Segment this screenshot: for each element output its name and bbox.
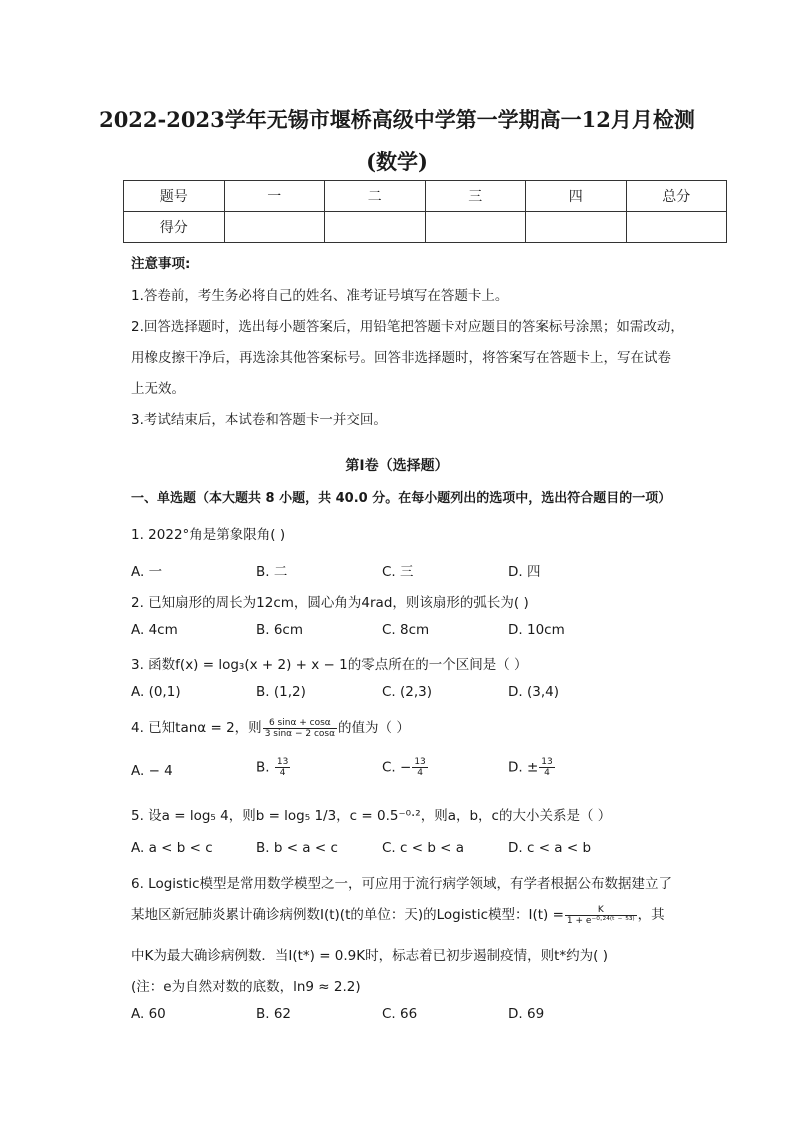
frac-num: 13	[276, 757, 289, 767]
q3-option-d[interactable]: D. (3,4)	[508, 684, 559, 700]
q2-option-d[interactable]: D. 10cm	[508, 622, 565, 638]
q6-line2-post: ，其	[637, 907, 665, 923]
q2-option-b[interactable]: B. 6cm	[256, 622, 304, 638]
q4-frac-den: 3 sinα − 2 cosα	[264, 728, 336, 739]
score-cell[interactable]	[626, 212, 727, 243]
q4-option-c-fraction	[412, 757, 427, 778]
q4-option-a[interactable]: A. − 4	[131, 763, 173, 779]
q1-option-d[interactable]: D. 四	[508, 564, 541, 580]
q4-option-c-label: C. −	[382, 759, 412, 776]
question-6-line3: 中K为最大确诊病例数．当I(t*) = 0.9K时，标志着已初步遏制疫情，则t*约为( )	[131, 948, 608, 964]
question-6-line2	[131, 903, 665, 926]
q6-option-b[interactable]: B. 62	[256, 1006, 292, 1022]
q4-option-d[interactable]	[508, 757, 556, 778]
question-5: 5. 设a = log₅ 4，则b = log₅ 1/3，c = 0.5⁻⁰·²，则a，b，c的大小关系是（ ）	[131, 808, 612, 824]
score-table	[123, 180, 727, 243]
header-cell: 二	[325, 181, 426, 212]
frac-num: 13	[541, 757, 553, 767]
frac-den: 4	[279, 768, 286, 778]
score-table-header-row	[124, 181, 727, 212]
q5-option-a[interactable]: A. a < b < c	[131, 840, 213, 856]
q4-prefix: 4. 已知tanα = 2，则	[131, 720, 262, 736]
score-cell[interactable]	[224, 212, 325, 243]
q2-option-c[interactable]: C. 8cm	[382, 622, 430, 638]
q4-frac-num: 6 sinα + cosα	[263, 718, 337, 729]
q5-option-d[interactable]: D. c < a < b	[508, 840, 592, 856]
score-row-label: 得分	[124, 212, 225, 243]
q4-option-b-fraction	[275, 757, 290, 778]
score-cell[interactable]	[325, 212, 426, 243]
q4-option-b-label: B.	[256, 759, 274, 776]
exam-subject: (数学)	[366, 149, 428, 174]
part1-heading: 一、单选题（本大题共 8 小题，共 40.0 分。在每小题列出的选项中，选出符合题目的一项）	[131, 491, 672, 506]
question-6-line1: 6. Logistic模型是常用数学模型之一，可应用于流行病学领域，有学者根据公布数据建立了	[131, 876, 673, 892]
q4-suffix: 的值为（ ）	[338, 720, 410, 736]
q4-option-d-fraction	[539, 757, 554, 778]
q1-option-b[interactable]: B. 二	[256, 564, 288, 580]
note-item: 2.回答选择题时，选出每小题答案后，用铅笔把答题卡对应题目的答案标号涂黑；如需改动，	[131, 319, 684, 335]
score-cell[interactable]	[526, 212, 627, 243]
score-table-score-row	[124, 212, 727, 243]
q6-option-c[interactable]: C. 66	[382, 1006, 418, 1022]
frac-den: 4	[544, 768, 550, 778]
frac-den: 4	[417, 768, 423, 778]
q2-option-a[interactable]: A. 4cm	[131, 622, 178, 638]
q4-option-d-label: D. ±	[508, 759, 539, 776]
header-cell: 一	[224, 181, 325, 212]
q5-option-b[interactable]: B. b < a < c	[256, 840, 338, 856]
frac-num: 13	[414, 757, 426, 767]
q4-fraction	[263, 718, 337, 739]
question-2: 2. 已知扇形的周长为12cm，圆心角为4rad，则该扇形的弧长为( )	[131, 595, 529, 611]
note-item: 上无效。	[131, 381, 185, 397]
score-cell[interactable]	[425, 212, 526, 243]
note-item: 1.答卷前，考生务必将自己的姓名、准考证号填写在答题卡上。	[131, 288, 509, 304]
q3-option-c[interactable]: C. (2,3)	[382, 684, 433, 700]
notes-heading: 注意事项:	[131, 256, 191, 272]
q3-option-b[interactable]: B. (1,2)	[256, 684, 306, 700]
q5-option-c[interactable]: C. c < b < a	[382, 840, 465, 856]
question-6-note: (注：e为自然对数的底数，ln9 ≈ 2.2)	[131, 979, 361, 995]
q6-line2-pre: 某地区新冠肺炎累计确诊病例数I(t)(t的单位：天)的Logistic模型：I(t) =	[131, 907, 564, 923]
note-item: 3.考试结束后，本试卷和答题卡一并交回。	[131, 412, 387, 428]
header-cell: 三	[425, 181, 526, 212]
q1-option-c[interactable]: C. 三	[382, 564, 414, 580]
header-cell: 总分	[626, 181, 727, 212]
q4-option-b[interactable]	[256, 757, 291, 778]
header-cell: 题号	[124, 181, 225, 212]
q4-option-c[interactable]	[382, 757, 429, 778]
section-title: 第Ⅰ卷（选择题）	[345, 458, 449, 474]
q6-option-d[interactable]: D. 69	[508, 1006, 545, 1022]
q6-frac-num: K	[565, 905, 637, 916]
question-3: 3. 函数f(x) = log₃(x + 2) + x − 1的零点所在的一个区间是（ ）	[131, 657, 528, 673]
note-item: 用橡皮擦干净后，再选涂其他答案标号。回答非选择题时，将答案写在答题卡上，写在试卷	[131, 350, 671, 366]
q6-fraction	[565, 905, 637, 926]
header-cell: 四	[526, 181, 627, 212]
q6-option-a[interactable]: A. 60	[131, 1006, 166, 1022]
exam-title: 2022-2023学年无锡市堰桥高级中学第一学期高一12月月检测	[99, 107, 695, 132]
question-4	[131, 716, 410, 739]
q3-option-a[interactable]: A. (0,1)	[131, 684, 181, 700]
q1-option-a[interactable]: A. 一	[131, 564, 163, 580]
question-1: 1. 2022°角是第象限角( )	[131, 527, 286, 543]
q6-frac-den: 1 + e⁻⁰·²⁴⁽ᵗ ⁻ ⁵³⁾	[566, 915, 635, 926]
